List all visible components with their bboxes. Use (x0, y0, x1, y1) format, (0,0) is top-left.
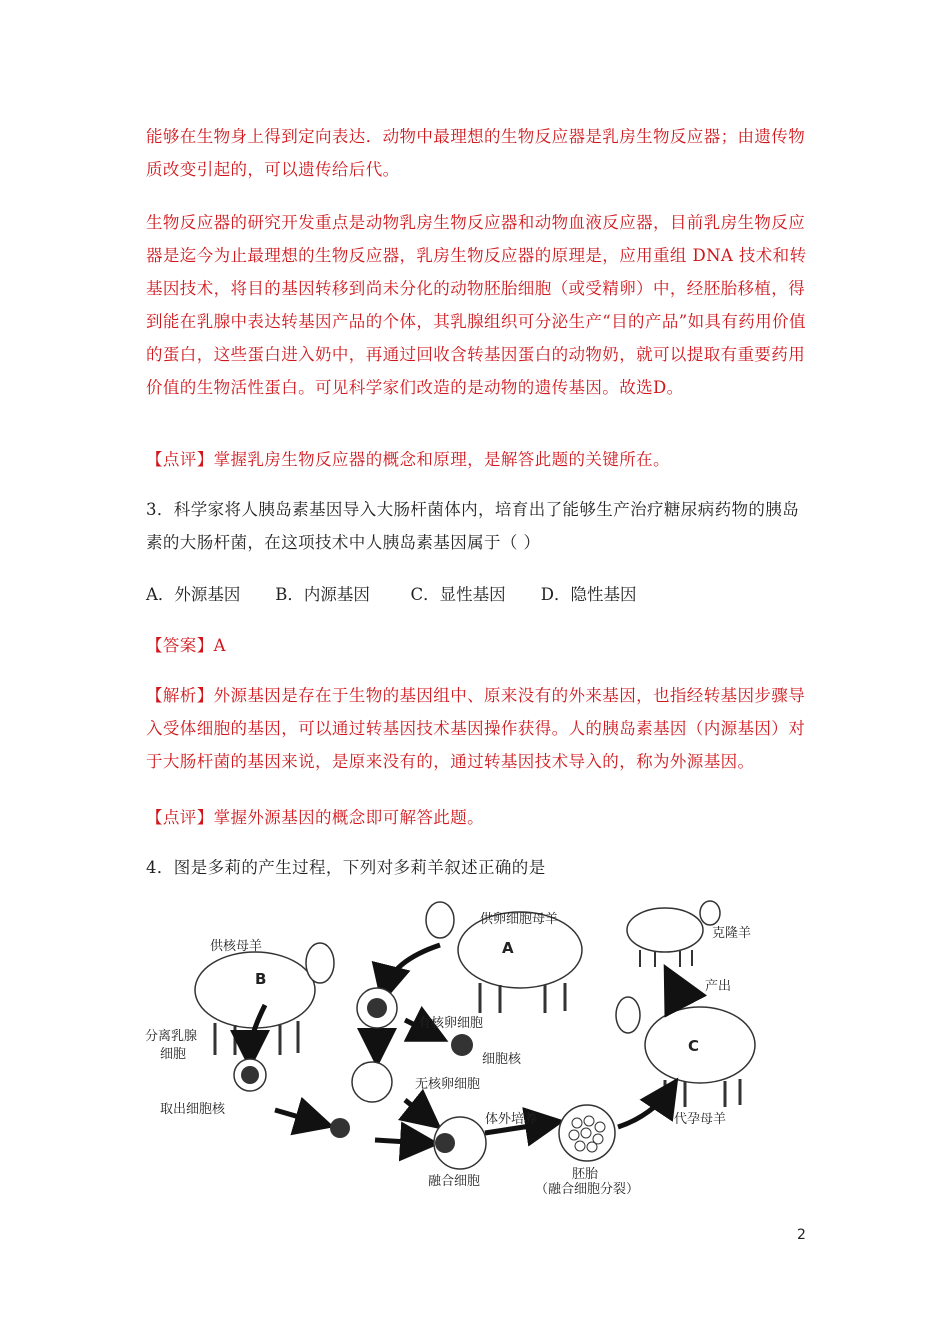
paragraph-intro: 能够在生物身上得到定向表达．动物中最理想的生物反应器是乳房生物反应器；由遗传物质改变引起的，可以遗传给后代。 (146, 127, 806, 179)
option-c: C．显性基因 (410, 585, 506, 604)
arrow-nucleus-to-fused (375, 1140, 425, 1143)
dolly-cloning-diagram (140, 895, 780, 1195)
embryo-label: 胚胎 (572, 1167, 599, 1182)
donor-nucleus-icon (330, 1118, 350, 1138)
produce-label: 产出 (705, 979, 732, 994)
nucleus-label: 细胞核 (482, 1052, 522, 1067)
arrow-extract-to-nucleus (275, 1110, 320, 1123)
option-b: B．内源基因 (275, 585, 370, 604)
fused-cell-label: 融合细胞 (428, 1174, 481, 1189)
enucleated-egg-icon (352, 1062, 392, 1102)
removed-nucleus-icon (451, 1034, 473, 1056)
clone-sheep-icon (627, 901, 720, 967)
sheep-a-label: 供卵细胞母羊 (480, 912, 559, 927)
sheep-a-letter: A (502, 939, 514, 957)
sheep-b-label: 供核母羊 (210, 939, 263, 954)
question-3: 3．科学家将人胰岛素基因导入大肠杆菌体内，培育出了能够生产治疗糖尿病药物的胰岛素的大肠杆菌，在这项技术中人胰岛素基因属于（ ） (146, 500, 800, 552)
options-row (146, 580, 636, 610)
sheep-c-letter: C (688, 1037, 700, 1055)
sheep-b-letter: B (255, 970, 267, 988)
nucleated-egg-label: 有核卵细胞 (418, 1016, 484, 1031)
mammary-label-2: 细胞 (160, 1047, 187, 1062)
mammary-nucleus-icon (241, 1066, 259, 1084)
analysis: 【解析】外源基因是存在于生物的基因组中、原来没有的外来基因，也指经转基因步骤导入受体细胞的基因，可以通过转基因技术基因操作获得。人的胰岛素基因（内源基因）对于大肠杆菌的基因来说，是原来没有的，通过转基因技术导入的，称为外源基因。 (146, 686, 806, 771)
egg-nucleus-icon (367, 998, 387, 1018)
clone-label: 克隆羊 (712, 926, 752, 941)
option-d: D．隐性基因 (540, 585, 637, 604)
mammary-label-1: 分离乳腺 (145, 1029, 198, 1044)
question-4: 4．图是多莉的产生过程，下列对多莉羊叙述正确的是 (146, 858, 546, 877)
extract-label: 取出细胞核 (160, 1102, 226, 1117)
sheep-c-icon (616, 997, 755, 1107)
arrow-produce (672, 980, 685, 1005)
comment-1: 【点评】掌握乳房生物反应器的概念和原理，是解答此题的关键所在。 (146, 450, 670, 469)
enucleated-egg-label: 无核卵细胞 (415, 1077, 481, 1092)
arrow-embryo-to-c (618, 1090, 670, 1127)
fused-nucleus-icon (435, 1133, 455, 1153)
arrow-enucleated-to-fused (405, 1100, 430, 1120)
comment-2: 【点评】掌握外源基因的概念即可解答此题。 (146, 808, 484, 827)
answer: 【答案】A (146, 636, 226, 655)
embryo-note: （融合细胞分裂） (535, 1182, 640, 1195)
arrow-a-to-egg (385, 945, 440, 990)
sheep-b-icon (195, 943, 334, 1055)
sheep-c-label: 代孕母羊 (674, 1112, 727, 1127)
culture-label: 体外培养 (485, 1112, 538, 1127)
page-number: 2 (797, 1227, 806, 1243)
option-a: A．外源基因 (146, 585, 241, 604)
paragraph-explanation: 生物反应器的研究开发重点是动物乳房生物反应器和动物血液反应器，目前乳房生物反应器是迄今为止最理想的生物反应器，乳房生物反应器的原理是，应用重组 DNA 技术和转基因技术，将目的基因转移到尚未分化的动物胚胎细胞（或受精卵）中，经胚胎移植，得到能在乳腺中表达转基因产品的个体，其乳腺组织可分泌生产“目的产品”如具有药用价值的蛋白，这些蛋白进入奶中，再通过回收含转基因蛋白的动物奶，就可以提取有重要药用价值的生物活性蛋白。可见科学家们改造的是动物的遗传基因。故选D。 (146, 213, 807, 397)
